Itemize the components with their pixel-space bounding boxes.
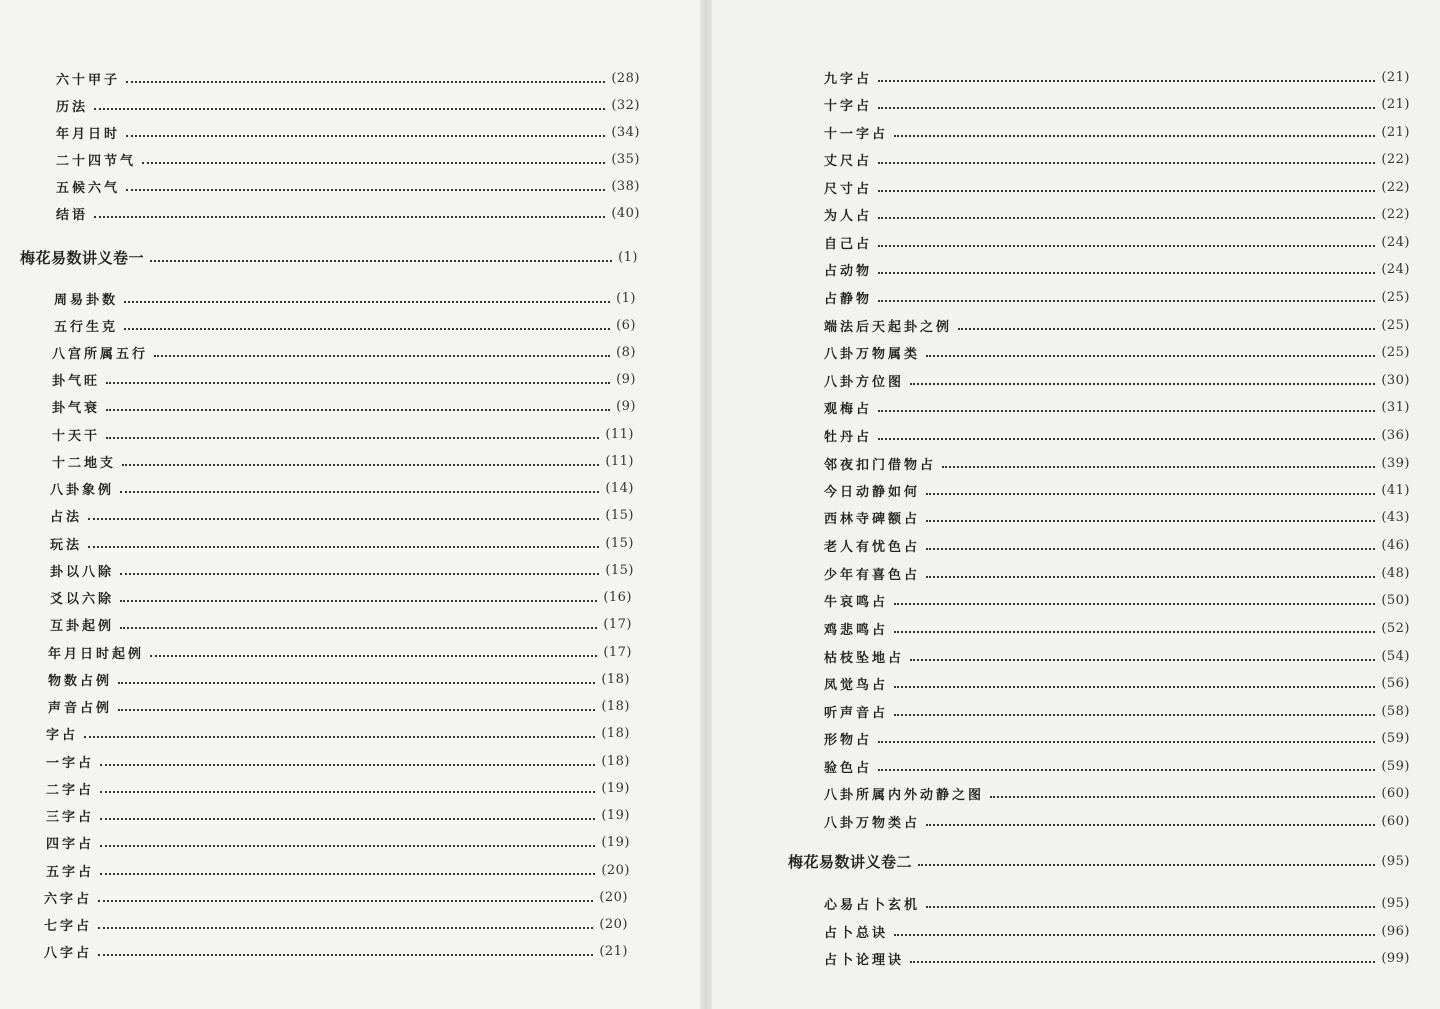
toc-title: 十二地支 <box>52 455 117 471</box>
toc-page-number: (95) <box>1381 895 1410 911</box>
toc-entry <box>824 369 1410 391</box>
dot-leader <box>918 864 1375 866</box>
dot-leader <box>106 382 610 384</box>
toc-page-number: (22) <box>1381 151 1410 167</box>
dot-leader <box>100 818 595 820</box>
dot-leader <box>926 824 1375 826</box>
toc-entry <box>56 175 640 197</box>
toc-title: 四字占 <box>46 836 95 852</box>
toc-title: 八卦象例 <box>50 482 115 498</box>
toc-title: 二十四节气 <box>56 153 137 169</box>
toc-page-number: (20) <box>599 889 628 905</box>
dot-leader <box>926 493 1375 495</box>
toc-page-number: (54) <box>1381 648 1410 664</box>
dot-leader <box>88 546 599 548</box>
toc-title: 少年有喜色占 <box>824 567 921 583</box>
toc-title: 玩法 <box>50 537 83 553</box>
dot-leader <box>910 383 1375 385</box>
toc-title: 七字占 <box>44 918 93 934</box>
toc-entry <box>52 423 634 445</box>
toc-entry <box>46 804 630 826</box>
toc-title: 占卜论理诀 <box>824 952 905 968</box>
dot-leader <box>926 548 1375 550</box>
toc-title: 字占 <box>46 727 79 743</box>
toc-entry <box>824 562 1410 584</box>
toc-title: 八卦万物类占 <box>824 815 921 831</box>
toc-title: 形物占 <box>824 732 873 748</box>
toc-title: 年月日时起例 <box>48 646 145 662</box>
toc-title: 物数占例 <box>48 673 113 689</box>
toc-entry <box>46 831 630 853</box>
toc-heading <box>20 246 638 268</box>
toc-title: 声音占例 <box>48 700 113 716</box>
toc-title: 凤觉鸟占 <box>824 677 889 693</box>
toc-page-number: (60) <box>1381 785 1410 801</box>
dot-leader <box>878 769 1375 771</box>
dot-leader <box>100 764 595 766</box>
toc-entry <box>52 395 636 417</box>
toc-title: 八卦万物属类 <box>824 346 921 362</box>
toc-entry <box>824 341 1410 363</box>
toc-title: 占动物 <box>824 263 873 279</box>
toc-page-number: (15) <box>605 562 634 578</box>
toc-title: 验色占 <box>824 760 873 776</box>
toc-title: 十一字占 <box>824 126 889 142</box>
dot-leader <box>926 520 1375 522</box>
toc-entry <box>824 782 1410 804</box>
dot-leader <box>926 355 1375 357</box>
toc-page-number: (56) <box>1381 675 1410 691</box>
toc-entry <box>824 66 1410 88</box>
toc-page-number: (17) <box>603 616 632 632</box>
toc-entry <box>824 672 1410 694</box>
toc-page-number: (24) <box>1381 234 1410 250</box>
toc-page-number: (18) <box>601 753 630 769</box>
dot-leader <box>878 190 1375 192</box>
toc-page-number: (11) <box>605 453 634 469</box>
toc-page-number: (60) <box>1381 813 1410 829</box>
toc-entry <box>824 258 1410 280</box>
toc-entry <box>824 148 1410 170</box>
toc-title: 端法后天起卦之例 <box>824 319 953 335</box>
toc-page-number: (15) <box>605 535 634 551</box>
toc-title: 占法 <box>50 509 83 525</box>
toc-page-number: (36) <box>1381 427 1410 443</box>
toc-title: 八卦方位图 <box>824 374 905 390</box>
toc-page-number: (52) <box>1381 620 1410 636</box>
right-page <box>712 0 1440 1009</box>
toc-page-number: (11) <box>605 426 634 442</box>
dot-leader <box>990 796 1375 798</box>
dot-leader <box>122 464 599 466</box>
toc-title: 结语 <box>56 207 89 223</box>
dot-leader <box>878 217 1375 219</box>
toc-title: 牡丹占 <box>824 429 873 445</box>
dot-leader <box>100 873 595 875</box>
dot-leader <box>98 927 593 929</box>
toc-entry <box>46 859 630 881</box>
toc-entry <box>54 314 636 336</box>
dot-leader <box>120 573 599 575</box>
dot-leader <box>142 162 605 164</box>
toc-entry <box>52 341 636 363</box>
toc-entry <box>824 93 1410 115</box>
dot-leader <box>118 682 595 684</box>
toc-title: 六十甲子 <box>56 72 121 88</box>
toc-entry <box>44 940 628 962</box>
dot-leader <box>878 410 1375 412</box>
toc-entry <box>50 586 632 608</box>
dot-leader <box>878 107 1375 109</box>
toc-title: 梅花易数讲义卷一 <box>20 248 145 267</box>
toc-title: 八字占 <box>44 945 93 961</box>
book-gutter <box>700 0 712 1009</box>
toc-entry <box>56 94 640 116</box>
toc-title: 年月日时 <box>56 126 121 142</box>
toc-entry <box>824 231 1410 253</box>
dot-leader <box>150 655 597 657</box>
dot-leader <box>878 162 1375 164</box>
dot-leader <box>118 709 595 711</box>
toc-entry <box>50 504 634 526</box>
toc-entry <box>50 477 634 499</box>
toc-entry <box>824 506 1410 528</box>
toc-title: 十字占 <box>824 98 873 114</box>
toc-title: 八卦所属内外动静之图 <box>824 787 985 803</box>
toc-page-number: (18) <box>601 725 630 741</box>
toc-entry <box>824 534 1410 556</box>
toc-page-number: (39) <box>1381 455 1410 471</box>
toc-page-number: (59) <box>1381 758 1410 774</box>
toc-entry <box>824 424 1410 446</box>
toc-entry <box>48 695 630 717</box>
toc-page-number: (20) <box>601 862 630 878</box>
toc-title: 卦气衰 <box>52 400 101 416</box>
toc-page-number: (28) <box>611 70 640 86</box>
toc-entry <box>824 176 1410 198</box>
toc-page-number: (38) <box>611 178 640 194</box>
dot-leader <box>98 954 593 956</box>
toc-title: 五字占 <box>46 864 95 880</box>
toc-page-number: (14) <box>605 480 634 496</box>
toc-page-number: (18) <box>601 671 630 687</box>
toc-title: 五行生克 <box>54 319 119 335</box>
toc-entry <box>824 892 1410 914</box>
toc-title: 十天干 <box>52 428 101 444</box>
toc-page-number: (96) <box>1381 923 1410 939</box>
toc-entry <box>56 202 640 224</box>
dot-leader <box>150 260 612 262</box>
toc-page-number: (31) <box>1381 399 1410 415</box>
toc-title: 五候六气 <box>56 180 121 196</box>
toc-page-number: (46) <box>1381 537 1410 553</box>
dot-leader <box>926 906 1375 908</box>
toc-entry <box>44 886 628 908</box>
toc-page-number: (25) <box>1381 317 1410 333</box>
toc-page-number: (58) <box>1381 703 1410 719</box>
dot-leader <box>120 600 597 602</box>
toc-title: 牛哀鸣占 <box>824 594 889 610</box>
toc-entry <box>824 314 1410 336</box>
toc-entry <box>56 148 640 170</box>
toc-title: 一字占 <box>46 755 95 771</box>
toc-page-number: (32) <box>611 97 640 113</box>
dot-leader <box>126 135 605 137</box>
dot-leader <box>958 328 1375 330</box>
toc-page-number: (19) <box>601 834 630 850</box>
dot-leader <box>878 80 1375 82</box>
toc-page-number: (16) <box>603 589 632 605</box>
toc-page-number: (21) <box>1381 124 1410 140</box>
toc-page-number: (1) <box>618 249 638 265</box>
toc-page-number: (8) <box>616 344 636 360</box>
toc-page-number: (48) <box>1381 565 1410 581</box>
dot-leader <box>106 437 599 439</box>
toc-title: 三字占 <box>46 809 95 825</box>
toc-page-number: (25) <box>1381 289 1410 305</box>
toc-page-number: (21) <box>1381 96 1410 112</box>
dot-leader <box>124 328 610 330</box>
dot-leader <box>878 741 1375 743</box>
toc-title: 邻夜扣门借物占 <box>824 457 937 473</box>
toc-entry <box>824 700 1410 722</box>
toc-entry <box>824 452 1410 474</box>
toc-page-number: (19) <box>601 780 630 796</box>
toc-title: 自己占 <box>824 236 873 252</box>
toc-entry <box>52 368 636 390</box>
toc-entry <box>824 617 1410 639</box>
toc-title: 尺寸占 <box>824 181 873 197</box>
toc-page-number: (50) <box>1381 592 1410 608</box>
toc-title: 九字占 <box>824 71 873 87</box>
toc-entry <box>46 777 630 799</box>
toc-entry <box>824 589 1410 611</box>
toc-title: 为人占 <box>824 208 873 224</box>
dot-leader <box>154 355 610 357</box>
toc-title: 周易卦数 <box>54 292 119 308</box>
toc-title: 六字占 <box>44 891 93 907</box>
toc-title: 枯枝坠地占 <box>824 650 905 666</box>
toc-entry <box>824 920 1410 942</box>
toc-page-number: (17) <box>603 644 632 660</box>
toc-page-number: (6) <box>616 317 636 333</box>
toc-page-number: (1) <box>616 290 636 306</box>
dot-leader <box>910 659 1375 661</box>
toc-title: 二字占 <box>46 782 95 798</box>
dot-leader <box>84 736 595 738</box>
toc-title: 西林寺碑额占 <box>824 511 921 527</box>
dot-leader <box>100 791 595 793</box>
toc-entry <box>50 559 634 581</box>
toc-page-number: (99) <box>1381 950 1410 966</box>
toc-page-number: (9) <box>616 398 636 414</box>
toc-entry <box>824 286 1410 308</box>
toc-page-number: (30) <box>1381 372 1410 388</box>
left-page <box>0 0 700 1009</box>
toc-entry <box>56 67 640 89</box>
toc-entry <box>50 613 632 635</box>
toc-heading <box>788 850 1410 872</box>
dot-leader <box>942 466 1375 468</box>
dot-leader <box>126 189 605 191</box>
toc-title: 梅花易数讲义卷二 <box>788 852 913 871</box>
toc-page-number: (43) <box>1381 509 1410 525</box>
dot-leader <box>106 409 610 411</box>
toc-entry <box>48 668 630 690</box>
toc-title: 占卜总诀 <box>824 925 889 941</box>
toc-title: 心易占卜玄机 <box>824 897 921 913</box>
toc-title: 卦以八除 <box>50 564 115 580</box>
toc-title: 卦气旺 <box>52 373 101 389</box>
dot-leader <box>88 518 599 520</box>
dot-leader <box>878 438 1375 440</box>
toc-entry <box>824 727 1410 749</box>
toc-page-number: (9) <box>616 371 636 387</box>
toc-entry <box>824 947 1410 969</box>
dot-leader <box>894 603 1375 605</box>
dot-leader <box>878 300 1375 302</box>
toc-page-number: (19) <box>601 807 630 823</box>
dot-leader <box>100 845 595 847</box>
toc-entry <box>824 810 1410 832</box>
toc-entry <box>824 479 1410 501</box>
dot-leader <box>894 714 1375 716</box>
toc-title: 听声音占 <box>824 705 889 721</box>
dot-leader <box>126 81 605 83</box>
toc-title: 爻以六除 <box>50 591 115 607</box>
toc-title: 老人有忧色占 <box>824 539 921 555</box>
toc-page-number: (18) <box>601 698 630 714</box>
dot-leader <box>878 245 1375 247</box>
dot-leader <box>94 108 605 110</box>
toc-entry <box>46 750 630 772</box>
toc-title: 观梅占 <box>824 401 873 417</box>
toc-page-number: (22) <box>1381 179 1410 195</box>
dot-leader <box>120 491 599 493</box>
dot-leader <box>878 272 1375 274</box>
toc-entry <box>56 121 640 143</box>
toc-entry <box>54 287 636 309</box>
toc-title: 历法 <box>56 99 89 115</box>
dot-leader <box>894 934 1375 936</box>
dot-leader <box>94 216 605 218</box>
toc-entry <box>46 722 630 744</box>
toc-page-number: (40) <box>611 205 640 221</box>
toc-page-number: (25) <box>1381 344 1410 360</box>
toc-entry <box>48 641 632 663</box>
toc-entry <box>824 645 1410 667</box>
toc-page-number: (15) <box>605 507 634 523</box>
toc-entry <box>824 755 1410 777</box>
toc-title: 八宫所属五行 <box>52 346 149 362</box>
dot-leader <box>894 631 1375 633</box>
toc-entry <box>52 450 634 472</box>
toc-page-number: (22) <box>1381 206 1410 222</box>
toc-title: 今日动静如何 <box>824 484 921 500</box>
toc-entry <box>824 121 1410 143</box>
toc-page-number: (20) <box>599 916 628 932</box>
dot-leader <box>894 135 1375 137</box>
dot-leader <box>910 961 1375 963</box>
toc-page-number: (35) <box>611 151 640 167</box>
toc-title: 丈尺占 <box>824 153 873 169</box>
toc-title: 占静物 <box>824 291 873 307</box>
toc-page-number: (24) <box>1381 261 1410 277</box>
toc-entry <box>44 913 628 935</box>
toc-page-number: (34) <box>611 124 640 140</box>
toc-entry <box>824 396 1410 418</box>
dot-leader <box>926 576 1375 578</box>
toc-page-number: (59) <box>1381 730 1410 746</box>
toc-page-number: (21) <box>599 943 628 959</box>
toc-title: 互卦起例 <box>50 618 115 634</box>
toc-page-number: (95) <box>1381 853 1410 869</box>
dot-leader <box>124 301 610 303</box>
toc-entry <box>824 203 1410 225</box>
toc-page-number: (21) <box>1381 69 1410 85</box>
dot-leader <box>894 686 1375 688</box>
toc-title: 鸡悲鸣占 <box>824 622 889 638</box>
dot-leader <box>120 627 597 629</box>
dot-leader <box>98 900 593 902</box>
toc-page-number: (41) <box>1381 482 1410 498</box>
toc-entry <box>50 532 634 554</box>
